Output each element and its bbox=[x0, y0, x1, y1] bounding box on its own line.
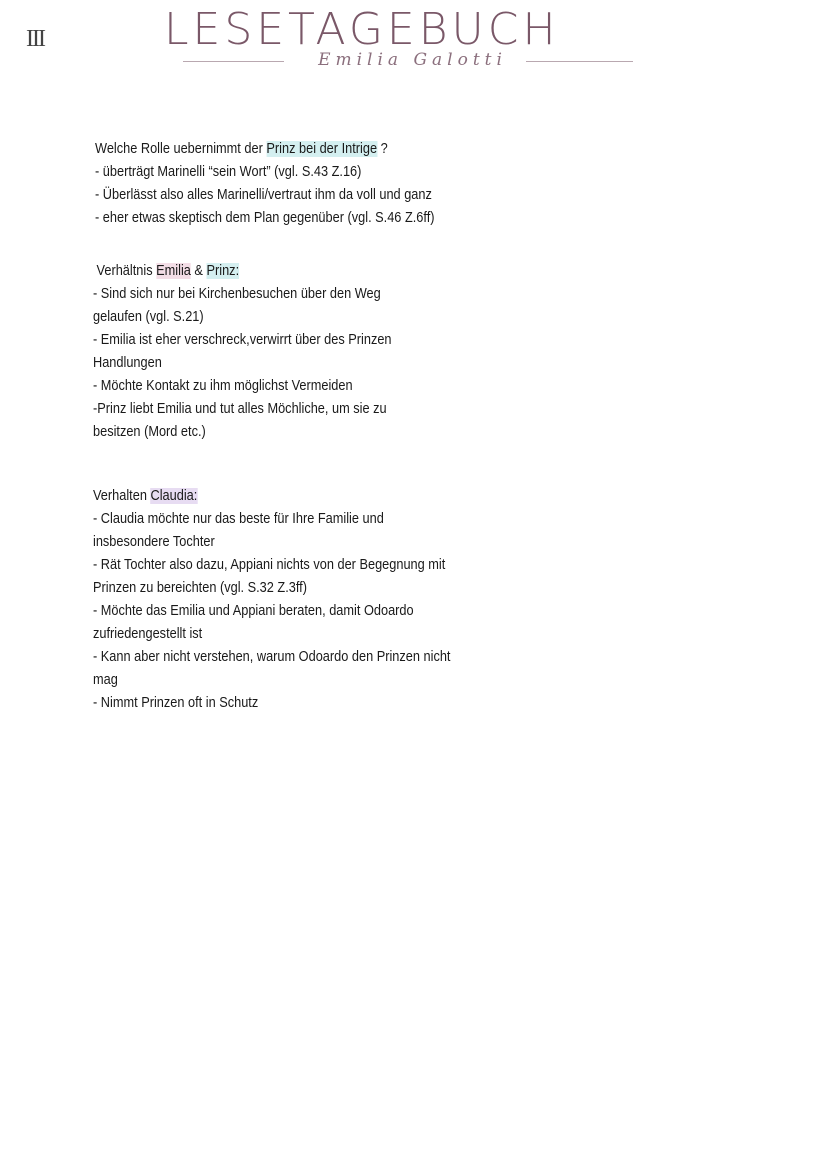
note-line: zufriedengestellt ist bbox=[93, 626, 203, 642]
note-line: - Rät Tochter also dazu, Appiani nichts von der Begegnung mit bbox=[93, 557, 446, 573]
note-line: gelaufen (vgl. S.21) bbox=[93, 309, 204, 325]
heading-highlight-emilia: Emilia bbox=[156, 263, 191, 279]
roman-numeral-label: III bbox=[26, 26, 44, 52]
note-line: mag bbox=[93, 672, 118, 688]
note-line: - Sind sich nur bei Kirchenbesuchen über den Weg bbox=[93, 286, 381, 302]
header-rule-left bbox=[183, 61, 284, 62]
note-line: - Möchte das Emilia und Appiani beraten, damit Odoardo bbox=[93, 603, 414, 619]
section-claudia bbox=[93, 485, 450, 715]
page-subtitle: Emilia Galotti bbox=[318, 50, 507, 70]
header-rule-right bbox=[526, 61, 633, 62]
note-line: - Nimmt Prinzen oft in Schutz bbox=[93, 695, 259, 711]
note-line: Handlungen bbox=[93, 355, 162, 371]
note-line: - Möchte Kontakt zu ihm möglichst Vermeiden bbox=[93, 378, 353, 394]
note-line: insbesondere Tochter bbox=[93, 534, 215, 550]
page-header bbox=[0, 0, 828, 85]
note-line: - Kann aber nicht verstehen, warum Odoardo den Prinzen nicht bbox=[93, 649, 451, 665]
section-heading bbox=[95, 138, 435, 161]
note-line: - Überlässt also alles Marinelli/vertraut ihm da voll und ganz bbox=[95, 187, 432, 203]
section-heading bbox=[93, 260, 392, 283]
heading-text: Verhältnis bbox=[96, 263, 157, 279]
section-heading bbox=[93, 485, 450, 508]
section-prinz-role bbox=[95, 138, 435, 230]
note-line: - eher etwas skeptisch dem Plan gegenüber (vgl. S.46 Z.6ff) bbox=[95, 210, 435, 226]
note-line: Prinzen zu bereichten (vgl. S.32 Z.3ff) bbox=[93, 580, 307, 596]
page-title: LESETAGEBUCH bbox=[164, 4, 560, 55]
note-line: - Emilia ist eher verschreck,verwirrt über des Prinzen bbox=[93, 332, 392, 348]
heading-highlight: Prinz bei der Intrige bbox=[266, 141, 378, 157]
note-line: besitzen (Mord etc.) bbox=[93, 424, 206, 440]
heading-text: Verhalten bbox=[93, 488, 151, 504]
heading-highlight-prinz: Prinz: bbox=[206, 263, 240, 279]
heading-connector: & bbox=[190, 263, 207, 279]
note-line: - überträgt Marinelli “sein Wort” (vgl. S.43 Z.16) bbox=[95, 164, 362, 180]
section-emilia-prinz bbox=[93, 260, 392, 444]
note-line: -Prinz liebt Emilia und tut alles Möchliche, um sie zu bbox=[93, 401, 387, 417]
heading-text: Welche Rolle uebernimmt der bbox=[95, 141, 267, 157]
heading-suffix: ? bbox=[377, 141, 388, 157]
heading-highlight: Claudia: bbox=[150, 488, 198, 504]
note-line: - Claudia möchte nur das beste für Ihre Familie und bbox=[93, 511, 384, 527]
